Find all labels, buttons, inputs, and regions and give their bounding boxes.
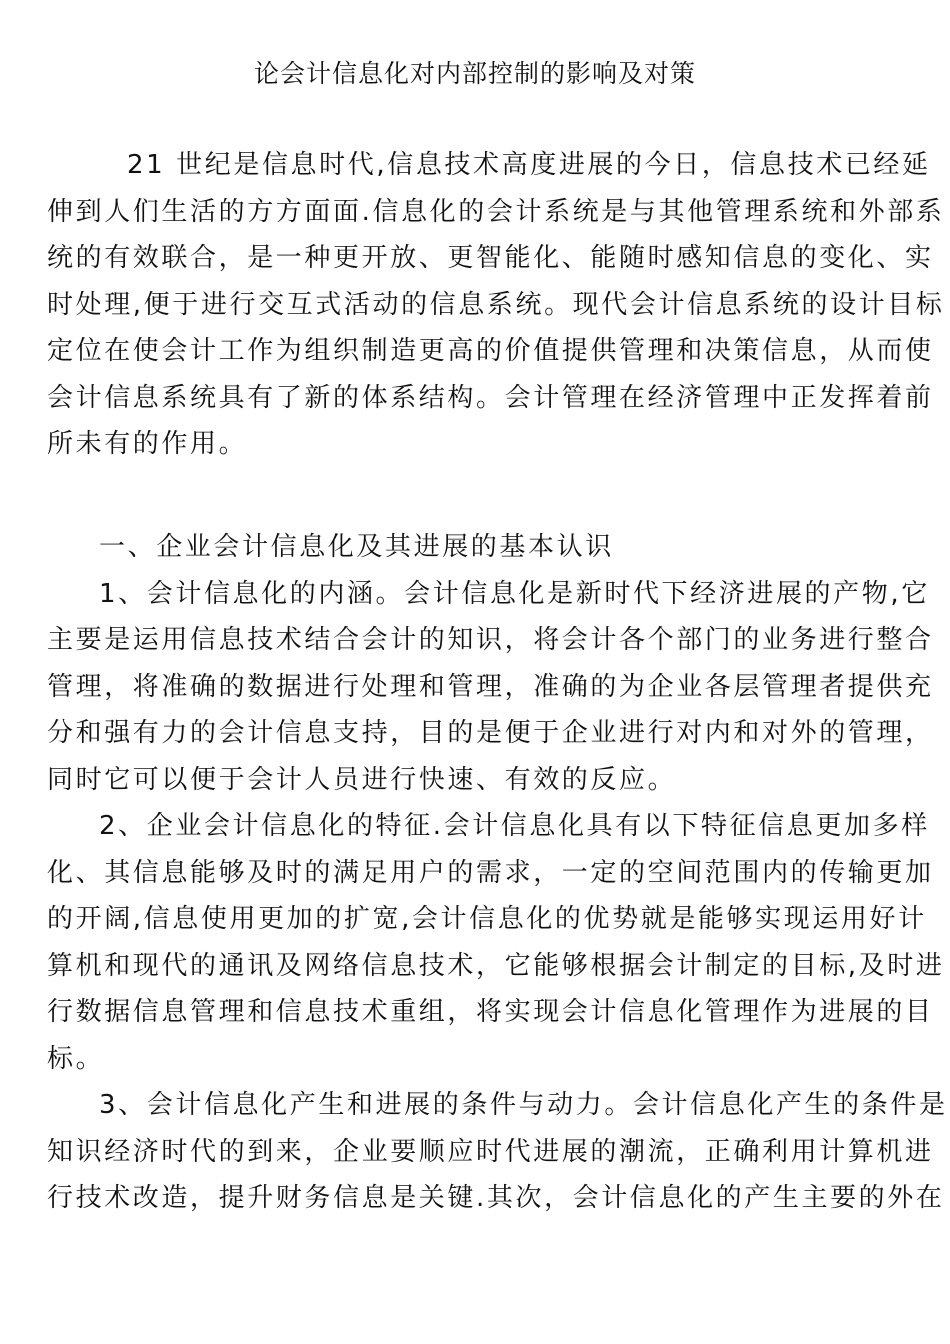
text-line: 行数据信息管理和信息技术重组，将实现会计信息化管理作为进展的目 [47,997,934,1027]
text-line: 标。 [47,1043,105,1074]
intro-paragraph [47,142,945,468]
text-line: 统的有效联合，是一种更开放、更智能化、能随时感知信息的变化、实 [47,243,934,273]
text-line: 分和强有力的会计信息支持，目的是便于企业进行对内和对外的管理， [47,718,934,748]
text-line: 算机和现代的通讯及网络信息技术，它能够根据会计制定的目标,及时进 [47,950,945,981]
text-line: 21 世纪是信息时代,信息技术高度进展的今日，信息技术已经延 [127,150,931,180]
text-line: 管理，将准确的数据进行处理和管理，准确的为企业各层管理者提供充 [47,671,934,702]
text-line: 的开阔,信息使用更加的扩宽,会计信息化的优势就是能够实现运用好计 [47,904,927,934]
text-line: 知识经济时代的到来，企业要顺应时代进展的潮流，正确利用计算机进 [47,1136,934,1167]
text-line: 所未有的作用。 [47,429,248,459]
text-line: 1、会计信息化的内涵。会计信息化是新时代下经济进展的产物,它 [99,578,930,609]
section-1 [47,524,948,1222]
text-line: 行技术改造，提升财务信息是关键.其次，会计信息化的产生主要的外在 [47,1183,945,1213]
text-line: 3、会计信息化产生和进展的条件与动力。会计信息化产生的条件是 [99,1090,948,1120]
text-line: 化、其信息能够及时的满足用户的需求，一定的空间范围内的传输更加 [47,857,934,888]
text-line: 会计信息系统具有了新的体系结构。会计管理在经济管理中正发挥着前 [47,382,934,413]
document-title: 论会计信息化对内部控制的影响及对策 [253,59,696,88]
text-line: 同时它可以便于会计人员进行快速、有效的反应。 [47,764,677,795]
text-line: 2、企业会计信息化的特征.会计信息化具有以下特征信息更加多样 [99,811,930,841]
text-line: 伸到人们生活的方方面面.信息化的会计系统是与其他管理系统和外部系 [47,196,945,227]
text-line: 时处理,便于进行交互式活动的信息系统。现代会计信息系统的设计目标 [47,289,945,320]
text-line: 定位在使会计工作为组织制造更高的价值提供管理和决策信息，从而使 [47,336,934,366]
section-heading: 一、企业会计信息化及其进展的基本认识 [99,532,614,562]
text-line: 主要是运用信息技术结合会计的知识，将会计各个部门的业务进行整合 [47,625,934,655]
